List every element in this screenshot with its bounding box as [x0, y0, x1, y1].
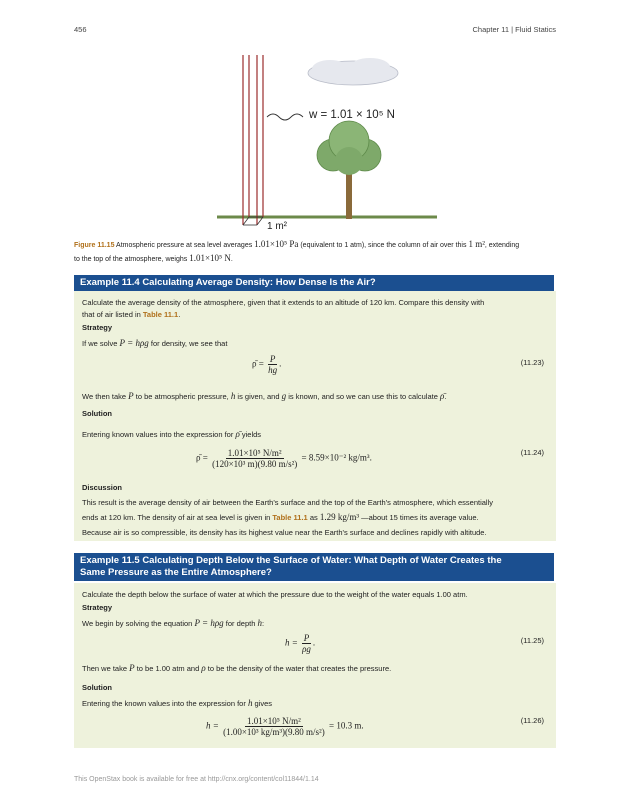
atmosphere-column-figure [205, 55, 445, 235]
chapter-header: Chapter 11 | Fluid Statics [472, 25, 556, 34]
figure-caption [74, 238, 554, 266]
solution-text: Entering known values into the expression for ρ̄ yields [82, 429, 262, 439]
discussion-heading: Discussion [82, 483, 123, 492]
air-column-icon [243, 55, 263, 225]
problem-statement: Calculate the average density of the atmosphere, given that it extends to an altitude of 120 km. Compare this density with that of air listed in Table 11.1. [82, 298, 485, 319]
equation-11-25: h = $\frac{P}{\rho g}$ . [285, 633, 316, 654]
solution-heading: Solution [82, 683, 112, 692]
pointer-squiggle [267, 114, 303, 120]
example-title: Example 11.5 Calculating Depth Below the Surface of Water: What Depth of Water Creates the Same Pressure as the Entire Atmosphere? [74, 553, 554, 581]
strategy-heading: Strategy [82, 323, 113, 332]
table-link[interactable]: Table 11.1 [272, 513, 308, 522]
footer-note: This OpenStax book is available for free at http://cnx.org/content/col11844/1.14 [74, 776, 319, 783]
table-link[interactable]: Table 11.1 [142, 310, 179, 319]
equation-number: (11.24) [520, 448, 544, 457]
equation-number: (11.26) [520, 716, 544, 725]
equation-11-24: ρ̄ = $\frac{\text{1.01×10⁵ N/m²}}{\text{(120×10³ m)(9.80 m/s²)}}$ = 8.59×10⁻² kg/m³. [196, 448, 372, 469]
equation-number: (11.25) [520, 636, 544, 645]
cloud-icon [308, 58, 398, 85]
solution-heading: Solution [82, 409, 112, 418]
caption-text: Atmospheric pressure at sea level averages [116, 242, 253, 249]
caption-text: to the top of the atmosphere, weighs [74, 256, 188, 263]
caption-math: 1 m² [468, 239, 485, 249]
strategy-text: If we solve P = hρg for density, we see that [82, 338, 228, 348]
page-number: 456 [74, 25, 87, 34]
caption-label: Figure 11.15 [74, 242, 115, 249]
equation-11-23: ρ̄ = $\frac{P}{hg}$ . [252, 354, 282, 375]
area-label: 1 m² [267, 221, 287, 232]
equation-number: (11.23) [520, 358, 544, 367]
strategy-heading: Strategy [82, 603, 113, 612]
caption-text: . [230, 256, 233, 263]
figure-illustration [205, 55, 445, 235]
discussion-text: This result is the average density of air between the Earth's surface and the top of the Earth's atmosphere, which essentially ends at 120 km. The density of air at sea level is given in Table 11.1 as 1.29 kg/m³ —about 15 times its average value. Because air is so compressible, its density has its highest value near the Earth's surface and declines rapidly with altitude. [82, 498, 494, 537]
strategy-text: We begin by solving the equation P = hρg for depth h: [82, 618, 265, 628]
strategy-text: Then we take P to be 1.00 atm and ρ to be the density of the water that creates the pressure. [82, 663, 392, 673]
caption-text: (equivalent to 1 atm), since the column of air over this [300, 242, 467, 249]
caption-text: , extending [484, 242, 520, 249]
caption-math: 1.01×10⁵ N [189, 253, 231, 263]
weight-label: w = 1.01 × 10⁵ N [309, 109, 395, 121]
equation-11-26: h = $\frac{\text{1.01×10⁵ N/m²}}{\text{(1.00×10³ kg/m³)(9.80 m/s²)}}$ = 10.3 m. [206, 716, 364, 737]
tree-icon [317, 121, 381, 219]
problem-statement: Calculate the depth below the surface of water at which the pressure due to the weight of the water equals 1.00 atm. [82, 590, 468, 599]
solution-text: Entering the known values into the expression for h gives [82, 698, 273, 708]
caption-math: 1.01×10⁵ Pa [254, 239, 299, 249]
strategy-text: We then take P to be atmospheric pressure, h is given, and g is known, and so we can use this to calculate ρ̄. [82, 391, 447, 401]
example-title: Example 11.4 Calculating Average Density: How Dense Is the Air? [74, 275, 554, 291]
